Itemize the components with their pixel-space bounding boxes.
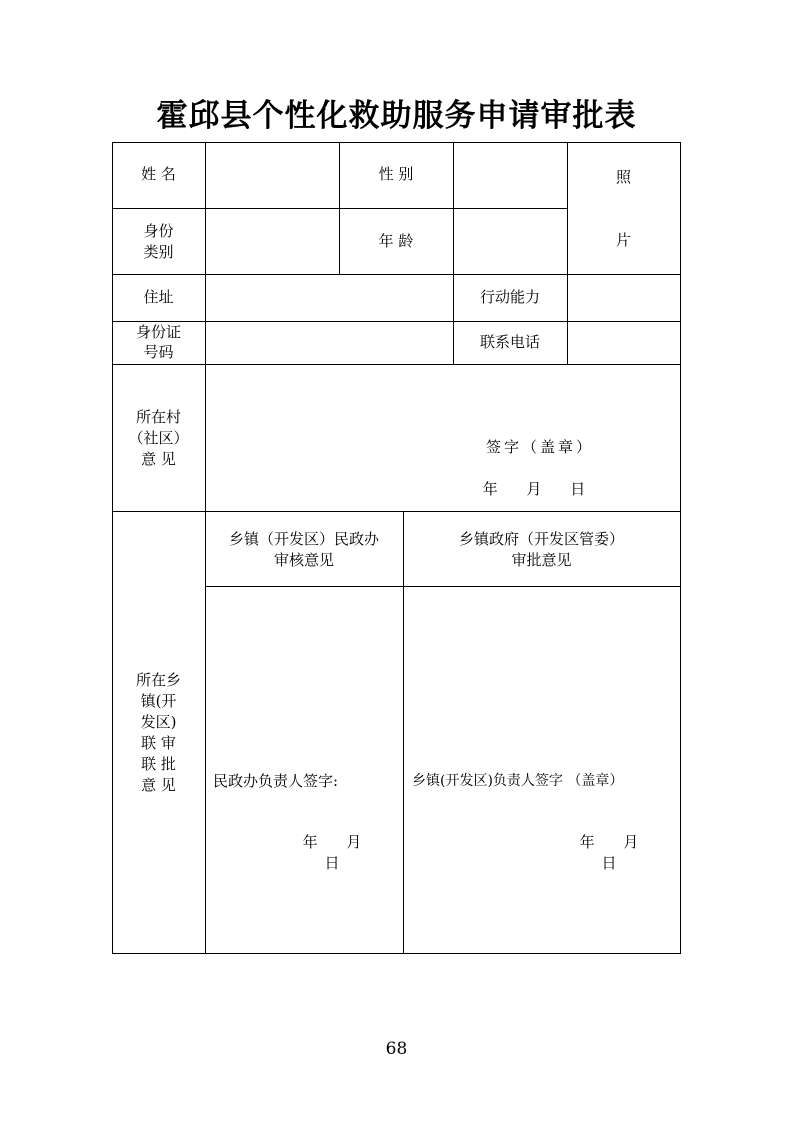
mobility-label: 行动能力 — [479, 288, 540, 306]
village-signature: 签字（盖章） — [485, 438, 594, 456]
id-number-field[interactable] — [206, 322, 453, 364]
government-header-line-1: 乡镇政府（开发区管委） — [458, 530, 624, 548]
government-opinion-field[interactable] — [404, 587, 680, 953]
township-label-line-1: 所在乡 — [135, 671, 181, 689]
mobility-field[interactable] — [568, 275, 680, 321]
identity-type-label-line-1: 身份 — [143, 222, 174, 240]
address-label: 住址 — [143, 288, 174, 306]
civil-affairs-header-line-1: 乡镇（开发区）民政办 — [228, 530, 379, 548]
row-divider — [112, 511, 681, 512]
township-label-line-2: 镇(开 — [140, 692, 177, 710]
photo-label-bottom: 片 — [615, 231, 631, 249]
village-date: 年 月 日 — [482, 480, 598, 498]
table-border-left — [112, 142, 113, 954]
identity-type-label-line-2: 类别 — [143, 243, 174, 261]
table-border-bottom — [112, 953, 681, 954]
age-field[interactable] — [454, 209, 567, 274]
id-number-label-line-1: 身份证 — [135, 323, 181, 341]
page-number: 68 — [385, 1039, 408, 1059]
government-date: 年 月 日 — [579, 833, 651, 872]
phone-label: 联系电话 — [479, 333, 540, 351]
photo-area[interactable] — [568, 143, 680, 274]
id-number-label-line-2: 号码 — [143, 343, 174, 361]
village-opinion-label-line-1: 所在村 — [135, 408, 181, 426]
township-label-line-4: 联 审 — [141, 734, 176, 752]
civil-affairs-header-line-2: 审核意见 — [273, 551, 334, 569]
photo-label-top: 照 — [615, 168, 631, 186]
village-opinion-label-line-3: 意 见 — [141, 450, 176, 468]
identity-type-field[interactable] — [206, 209, 339, 274]
government-signature: 乡镇(开发区)负责人签字 （盖章） — [412, 773, 624, 789]
form-title: 霍邱县个性化救助服务申请审批表 — [156, 98, 637, 134]
name-label: 姓 名 — [141, 165, 176, 183]
civil-affairs-opinion-field[interactable] — [206, 587, 403, 953]
phone-field[interactable] — [568, 322, 680, 364]
age-label: 年 龄 — [378, 232, 414, 250]
address-field[interactable] — [206, 275, 453, 321]
village-opinion-label-line-2: （社区） — [128, 429, 189, 447]
township-label-line-5: 联 批 — [141, 755, 176, 773]
gender-field[interactable] — [454, 143, 567, 208]
name-field[interactable] — [206, 143, 339, 208]
civil-affairs-signature: 民政办负责人签字: — [213, 772, 339, 790]
civil-affairs-date: 年 月 日 — [302, 833, 374, 872]
gender-label: 性 别 — [378, 165, 414, 183]
government-header-line-2: 审批意见 — [511, 551, 572, 569]
column-divider — [339, 142, 340, 275]
table-border-right — [680, 142, 681, 954]
township-label-line-3: 发区) — [140, 713, 177, 731]
township-label-line-6: 意 见 — [141, 776, 176, 794]
